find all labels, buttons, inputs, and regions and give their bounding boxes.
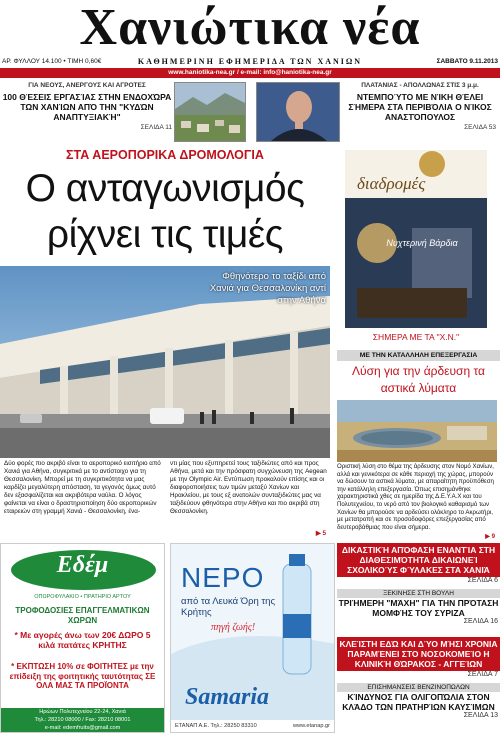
story-headline: ΔΙΚΑΣΤΙΚΉ ΑΠΌΦΑΣΗ ΕΝΑΝΤΊΑ ΣΤΗ ΔΙΑΘΕΣΙΜΌΤΗΤΑ ΔΙΚΑΙΩΝΕΊ ΣΧΟΛΙΚΟΎΣ ΦΎΛΑΚΕΣ ΣΤΑ ΧΑΝΙΆ bbox=[337, 543, 500, 577]
edem-address: Ηρώων Πολυτεχνείου 22-24, Χανιά bbox=[39, 709, 126, 715]
story-headline: ΤΡΙΉΜΕΡΗ "ΜΆΧΗ" ΓΙΑ ΤΗΝ ΠΡΌΤΑΣΗ ΜΟΜΦΉΣ ΤΟΥ ΣΥΡΙΖΑ bbox=[338, 598, 499, 618]
story-3[interactable] bbox=[337, 637, 500, 678]
treatment-plant-photo bbox=[337, 400, 497, 462]
magazine-tagline: Νυχτερινή Βάρδια bbox=[386, 238, 458, 248]
issue-info: ΑΡ. ΦΥΛΛΟΥ 14.100 • ΤΙΜΗ 0,60€ bbox=[2, 58, 102, 65]
masthead-infobar bbox=[0, 56, 500, 68]
story-headline: ΚΊΝΔΥΝΟΣ ΓΙΑ ΟΛΙΓΟΠΏΛΙΑ ΣΤΟΝ ΚΛΆΔΟ ΤΩΝ ΠΡΑΤΗΡΊΩΝ ΚΑΥΣΊΜΩΝ bbox=[342, 692, 495, 712]
teaser-headline: 100 ΘΈΣΕΙΣ ΕΡΓΑΣΊΑΣ ΣΤΗΝ ΕΝΔΟΧΏΡΑ ΤΩΝ ΧΑΝΊΩΝ ΑΠΌ ΤΗΝ "ΚΥΔΏΝ ΑΝΑΠΤΥΞΙΑΚΉ" bbox=[2, 92, 172, 122]
story-page: ΣΕΛΙΔΑ 6 bbox=[467, 577, 498, 584]
samaria-footer bbox=[171, 720, 334, 732]
samaria-company: ΕΤΑΝΑΠ Α.Ε. Τηλ.: 28250 83310 bbox=[175, 723, 257, 729]
teaser-right[interactable] bbox=[254, 80, 500, 146]
edem-footer bbox=[1, 708, 164, 732]
masthead-subtitle: ΚΑΘΗΜΕΡΙΝΗ ΕΦΗΜΕΡΙΔΑ ΤΩΝ ΧΑΝΙΩΝ bbox=[137, 57, 363, 66]
teaser-row bbox=[0, 80, 500, 146]
story-1[interactable] bbox=[337, 543, 500, 584]
web-email-bar: www.haniotika-nea.gr / e-mail: info@haniotika-nea.gr bbox=[0, 68, 500, 78]
teaser-kicker: ΓΙΑ ΝΕΟΥΣ, ΑΝΕΡΓΟΥΣ ΚΑΙ ΑΓΡΟΤΕΣ bbox=[28, 82, 146, 89]
town-photo bbox=[174, 82, 246, 142]
issue-date: ΣΑΒΒΑΤΟ 9.11.2013 bbox=[436, 58, 498, 65]
story-page: ΣΕΛΙΔΑ 7 bbox=[467, 671, 498, 678]
side-story-body: Οριστική λύση στο θέμα της άρδευσης στον Νομό Χανίων, αλλά και γενικότερα σε κάθε περιοχή της χώρας, μπορούν να δώσουν τα αστικά λύματα, με απαραίτητη προϋπόθεση την κατάλληλη επεξεργασία. Όπως επισημάνθηκε χαρακτηριστικά χθες σε ημερίδα της Δ.Ε.Υ.Α.Χ και του Πολυτεχνείου, το νερό από τον βιολογικό καθαρισμό των Χανίων θα μπορούσε να αρδεύσει ολόκληρο το Ακρωτήρι, με μετατροπή και σε προσοδοφόρες επεξεργασίας από δευτεροβάθμιας που είναι σήμερα. bbox=[337, 463, 495, 531]
photo-caption: Φθηνότερο το ταξίδι από Χανιά για Θεσσαλονίκη αντί στην Αθήνα bbox=[209, 271, 326, 306]
main-lede bbox=[0, 460, 330, 540]
edem-title: ΤΡΟΦΟΔΟΣΙΕΣ ΕΠΑΓΓΕΛΜΑΤΙΚΩΝ ΧΩΡΩΝ bbox=[15, 606, 150, 625]
samaria-title: ΝΕΡΟ bbox=[181, 562, 265, 593]
side-story-text bbox=[337, 463, 497, 541]
newspaper-title: Χανιώτικα νέα bbox=[79, 0, 421, 56]
story-2[interactable] bbox=[337, 589, 500, 625]
main-headline-line2: ρίχνει τις τιμές bbox=[46, 213, 284, 256]
story-headline: ΚΛΕΊΣΤΗ ΕΔΏ ΚΑΙ ΔΎΟ ΜΉΣΙ ΧΡΟΝΙΑ ΠΑΡΑΜΈΝΕΙ ΣΤΟ ΝΟΣΟΚΟΜΕΊΟ Η ΚΛΙΝΙΚΉ ΘΏΡΑΚΟΣ - ΑΓΓΕΊΩΝ bbox=[337, 637, 500, 671]
samaria-web[interactable]: www.etanap.gr bbox=[292, 723, 330, 729]
edem-offer-1: * Με αγορές άνω των 20€ ΔΩΡΟ 5 κιλά πατάτες ΚΡΗΤΗΣ bbox=[14, 630, 151, 650]
side-story-headline[interactable]: Λύση για την άρδευση τα αστικά λύματα bbox=[352, 364, 485, 395]
story-4[interactable] bbox=[337, 683, 500, 719]
magazine-cover[interactable] bbox=[337, 148, 495, 348]
edem-ad[interactable] bbox=[0, 543, 165, 733]
masthead bbox=[0, 0, 500, 60]
samaria-ad[interactable] bbox=[170, 543, 335, 733]
teaser-page: ΣΕΛΙΔΑ 11 bbox=[140, 124, 172, 131]
ads-area bbox=[0, 543, 335, 733]
magazine-label: ΣΗΜΕΡΑ ΜΕ ΤΑ "Χ.Ν." bbox=[372, 332, 460, 342]
main-headline[interactable] bbox=[0, 166, 330, 262]
edem-sub: ΟΠΩΡΟΦΥΛΑΚΙΟ • ΠΡΑΤΗΡΙΟ ΑΡΤΟΥ bbox=[34, 594, 131, 600]
side-page-arrow[interactable]: ▶ 9 bbox=[485, 533, 495, 541]
story-kicker: ΕΠΙΣΗΜΑΝΣΕΙΣ ΒΕΝΖΙΝΟΠΩΛΩΝ bbox=[337, 683, 500, 692]
magazine-name: διαδρομές bbox=[357, 174, 426, 193]
side-story-kicker: ΜΕ ΤΗΝ ΚΑΤΑΛΛΗΛΗ ΕΠΕΞΕΡΓΑΣΙΑ bbox=[337, 350, 500, 361]
edem-email: e-mail: edemfruits@gmail.com bbox=[44, 725, 121, 731]
teaser-kicker: ΠΛΑΤΑΝΙΑΣ - ΑΠΟΛΛΩΝΑΣ ΣΤΙΣ 3 μ.μ. bbox=[361, 82, 479, 89]
teaser-headline: ΝΤΕΜΠΟΎΤΟ ΜΕ ΝΊΚΗ ΘΈΛΕΙ ΣΉΜΕΡΑ ΣΤΑ ΠΕΡΙΒΌΛΙΑ Ο ΝΊΚΟΣ ΑΝΑΣΤΌΠΟΥΛΟΣ bbox=[348, 92, 492, 122]
lede-column-1: Δύο φορές πιο ακριβό είναι το αεροπορικό εισιτήριο από Χανιά για Αθήνα, συγκριτικά με το αντίστοιχο για τη Θεσσαλονίκη. Μπορεί με τη συγκριτικότητα να μας καρδίζει μεγαλύτερη απόσταση, τα γεγονός όμως αυτό δεν εξασφαλίζεται και ακριβότερα ναύλα. Ο λόγος φαίνεται να είναι ο δραστηριοποίηση δύο αεροπορικών εταιρειών στη γραμμή Χανιά - Θεσσαλονίκη, ένα- bbox=[4, 460, 161, 515]
teaser-page: ΣΕΛΙΔΑ 53 bbox=[464, 124, 496, 131]
edem-brand: Εδέμ bbox=[56, 552, 109, 578]
story-page: ΣΕΛΙΔΑ 13 bbox=[463, 712, 498, 719]
main-headline-line1: Ο ανταγωνισμός bbox=[25, 167, 305, 210]
edem-offer-2: * ΕΚΠΤΩΣΗ 10% σε ΦΟΙΤΗΤΕΣ με την επίδειξη της φοιτητικής ταυτότητας ΣΕ ΟΛΑ ΜΑΣ ΤΑ ΠΡΟΪΟΝΤΑ bbox=[9, 662, 156, 690]
samaria-subtitle: από τα Λευκά Όρη της Κρήτης bbox=[181, 596, 276, 618]
airport-photo bbox=[0, 266, 330, 458]
coach-photo bbox=[256, 82, 340, 142]
main-kicker: ΣΤΑ ΑΕΡΟΠΟΡΙΚΑ ΔΡΟΜΟΛΟΓΙΑ bbox=[66, 148, 264, 162]
page-arrow[interactable]: ▶ 5 bbox=[315, 530, 326, 537]
samaria-slogan: πηγή ζωής! bbox=[211, 622, 256, 633]
lede-column-2: ντι μίας που εξυπηρετεί τους ταξιδιώτες από και προς Αθήνα, μετά και την πρόσφατη συγχώνευση της Aegean με την Olympic Air. Εντύπωση προκαλούν επίσης και οι διαφοροποιήσεις των τιμών μεταξύ Χανίων και Ηρακλείου, με τους εξ ανατολών συνταξιδιώτες μας να ταξιδεύουν φθηνότερα στην Αθήνα και πιο ακριβά στη Θεσσαλονίκη. bbox=[170, 460, 327, 515]
story-kicker: ΞΕΚΙΝΗΣΕ ΣΤΗ ΒΟΥΛΗ bbox=[337, 589, 500, 598]
edem-phone: Τηλ.: 28210 08000 / Fax: 28210 08001 bbox=[34, 717, 131, 723]
teaser-left[interactable] bbox=[0, 80, 250, 146]
samaria-brand: Samaria bbox=[185, 684, 270, 710]
story-page: ΣΕΛΙΔΑ 16 bbox=[463, 618, 498, 625]
stories-column bbox=[337, 543, 500, 733]
